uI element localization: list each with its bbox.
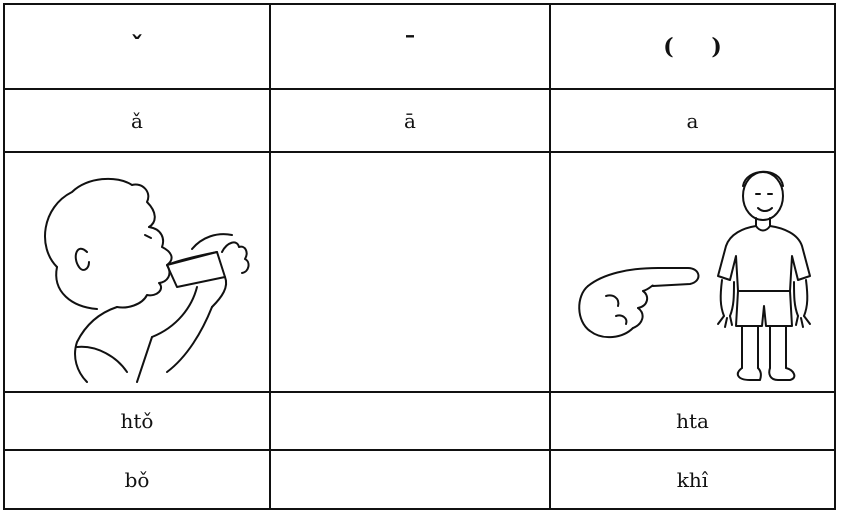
word-cell-1-2	[270, 392, 550, 450]
illustration-cell-2	[270, 152, 550, 392]
vowel-cell-2: ā	[270, 89, 550, 152]
vowel-cell-1: ǎ	[4, 89, 270, 152]
tone-mark-header-row	[4, 4, 835, 89]
vowel-row	[4, 89, 835, 152]
word-row-1	[4, 392, 835, 450]
word-cell-2-1: bǒ	[4, 450, 270, 509]
word-row-2	[4, 450, 835, 509]
parentheses-mark: ( )	[663, 33, 722, 60]
standing-boy-icon	[718, 172, 810, 380]
tone-mark-table	[3, 3, 836, 510]
header-cell-caron	[4, 4, 270, 89]
vowel-cell-3: a	[550, 89, 835, 152]
caron-mark: ˇ	[130, 31, 144, 62]
illustration-cell-3	[550, 152, 835, 392]
pointing-at-boy-image	[558, 156, 828, 388]
illustration-row	[4, 152, 835, 392]
illustration-cell-1	[4, 152, 270, 392]
word-cell-2-2	[270, 450, 550, 509]
boy-drinking-image	[17, 157, 257, 387]
word-cell-1-3: hta	[550, 392, 835, 450]
word-cell-1-1: htǒ	[4, 392, 270, 450]
header-cell-parentheses	[550, 4, 835, 89]
macron-mark: ¯	[403, 31, 417, 62]
pointing-hand-icon	[579, 268, 698, 337]
word-cell-2-3: khî	[550, 450, 835, 509]
header-cell-macron	[270, 4, 550, 89]
